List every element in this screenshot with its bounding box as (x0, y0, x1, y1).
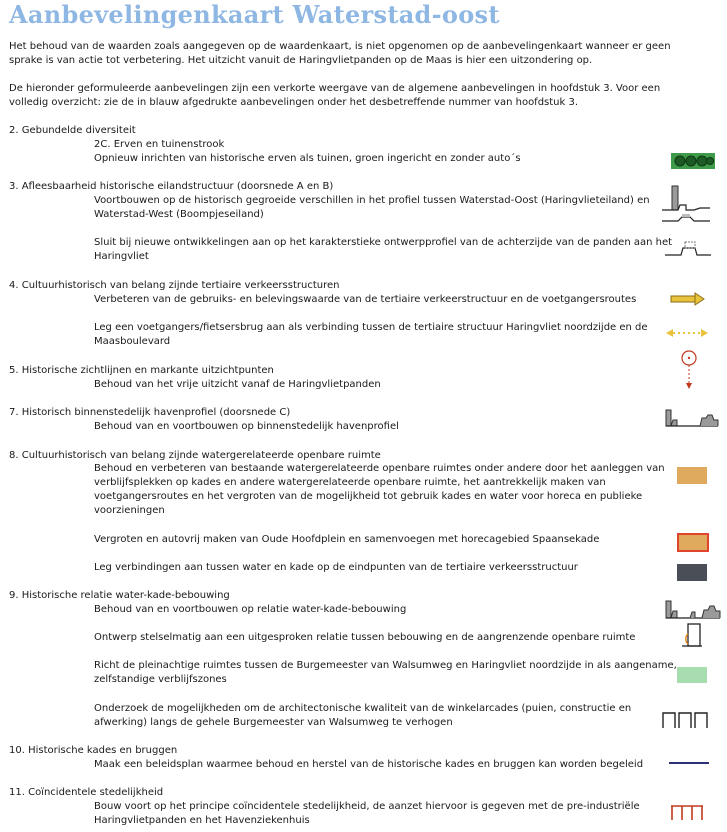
subsection-heading-2c: 2C. Erven en tuinenstrook (94, 139, 225, 150)
recommendation-9-3-line2: zelfstandige verblijfszones (94, 674, 227, 685)
viewpoint-icon (680, 349, 698, 391)
light-green-square-icon (677, 667, 707, 683)
section-heading-3: 3. Afleesbaarheid historische eilandstructuur (doorsnede A en B) (9, 181, 334, 192)
section-heading-11: 11. Coïncidentele stedelijkheid (9, 787, 164, 798)
recommendation-9-1: Behoud van en voortbouwen op relatie water-kade-bebouwing (94, 604, 407, 615)
section-heading-10: 10. Historische kades en bruggen (9, 745, 178, 756)
profile-section-icon (660, 183, 712, 225)
water-quay-profile-icon (664, 598, 722, 620)
blue-line-icon (669, 762, 709, 764)
section-heading-7: 7. Historisch binnenstedelijk havenprofiel (doorsnede C) (9, 407, 291, 418)
recommendation-9-4-line2: afwerking) langs de gehele Burgemeester van Walsumweg te verhogen (94, 717, 453, 728)
intro-p2-line2: volledig overzicht: zie de in blauw afgedrukte aanbevelingen onder het desbetreffende nummer van hoofdstuk 3. (9, 97, 579, 108)
intro-p2-line1: De hieronder geformuleerde aanbevelingen zijn een verkorte weergave van de algemene aanbevelingen in hoofdstuk 3. Voor een (9, 83, 661, 94)
green-gardens-icon (671, 153, 715, 169)
recommendation-3-2-line1: Sluit bij nieuwe ontwikkelingen aan op het karakterstieke ontwerpprofiel van de achterzijde van de panden aan het (94, 237, 673, 248)
section-heading-9: 9. Historische relatie water-kade-bebouwing (9, 590, 230, 601)
page-title: Aanbevelingenkaart Waterstad-oost (9, 0, 500, 29)
building-relation-icon (679, 622, 705, 650)
recommendation-9-2: Ontwerp stelselmatig aan een uitgesproken relatie tussen bebouwing en de aangrenzende openbare ruimte (94, 632, 636, 643)
recommendation-7-1: Behoud van en voortbouwen op binnenstedelijk havenprofiel (94, 421, 399, 432)
recommendation-3-2-line2: Haringvliet (94, 251, 149, 262)
yellow-arrow-icon (670, 292, 706, 306)
recommendation-4-2-line2: Maasboulevard (94, 336, 171, 347)
recommendation-9-3-line1: Richt de pleinachtige ruimtes tussen de Burgemeester van Walsumweg en Haringvliet noordzijde in als aangename, (94, 660, 677, 671)
recommendation-11-1-line1: Bouw voort op het principe coïncidentele stedelijkheid, de aanzet hiervoor is gegeven met de pre-industriële (94, 801, 640, 812)
recommendation-3-1-line2: Waterstad-West (Boompjeseiland) (94, 209, 264, 220)
recommendation-8-1-line1: Behoud en verbeteren van bestaande watergerelateerde openbare ruimtes onder andere door het aanleggen van (94, 463, 665, 474)
recommendation-4-2-line1: Leg een voetgangers/fietsersbrug aan als verbinding tussen de tertiaire structuur Haringvliet noordzijde en de (94, 322, 648, 333)
recommendation-8-1-line4: voorzieningen (94, 505, 165, 516)
recommendation-8-1-line3: voetgangersroutes en het vergroten van de mogelijkheid tot gebruik kades en water voor horeca en publieke (94, 491, 643, 502)
orange-square-icon (677, 467, 707, 484)
section-heading-2: 2. Gebundelde diversiteit (9, 125, 136, 136)
recommendation-3-1-line1: Voortbouwen op de historisch gegroeide verschillen in het profiel tussen Waterstad-Oost (Haringvlieteiland) en (94, 195, 650, 206)
recommendation-8-1-line2: verblijfsplekken op kades en andere watergerelateerde openbare ruimte, het aantrekkelijk maken van (94, 477, 606, 488)
section-heading-5: 5. Historische zichtlijnen en markante uitzichtpunten (9, 365, 274, 376)
recommendation-8-3: Leg verbindingen aan tussen water en kade op de eindpunten van de tertiaire verkeersstructuur (94, 562, 578, 573)
arcades-icon (661, 711, 711, 729)
recommendation-10-1: Maak een beleidsplan waarmee behoud en herstel van de historische kades en bruggen kan worden begeleid (94, 759, 644, 770)
section-heading-8: 8. Cultuurhistorisch van belang zijnde watergerelateerde openbare ruimte (9, 450, 381, 461)
recommendation-8-2: Vergroten en autovrij maken van Oude Hoofdplein en samenvoegen met horecagebied Spaansekade (94, 534, 600, 545)
orange-red-square-icon (677, 533, 709, 552)
recommendation-2c-1: Opnieuw inrichten van historische erven als tuinen, groen ingericht en zonder auto´s (94, 153, 521, 164)
intro-p1-line2: sprake is van actie tot verbetering. Het uitzicht vanuit de Haringvlietpanden op de Maas is hier een uitzondering op. (9, 55, 593, 66)
dotted-double-arrow-icon (666, 327, 708, 339)
recommendation-9-4-line1: Onderzoek de mogelijkheden om de architectonische kwaliteit van de winkelarcades (puien, constructie en (94, 703, 632, 714)
intro-p1-line1: Het behoud van de waarden zoals aangegeven op de waardenkaart, is niet opgenomen op de aanbevelingenkaart wanneer er geen (9, 41, 671, 52)
recommendation-11-1-line2: Haringvlietpanden en het Havenziekenhuis (94, 815, 310, 826)
harbour-profile-icon (664, 406, 720, 428)
dark-grey-square-icon (677, 564, 707, 581)
red-arcade-icon (669, 804, 705, 822)
back-profile-icon (663, 238, 713, 258)
recommendation-4-1: Verbeteren van de gebruiks- en belevingswaarde van de tertiaire verkeerstructuur en de voetgangersroutes (94, 294, 637, 305)
recommendation-5-1: Behoud van het vrije uitzicht vanaf de Haringvlietpanden (94, 379, 381, 390)
section-heading-4: 4. Cultuurhistorisch van belang zijnde tertiaire verkeersstructuren (9, 280, 340, 291)
